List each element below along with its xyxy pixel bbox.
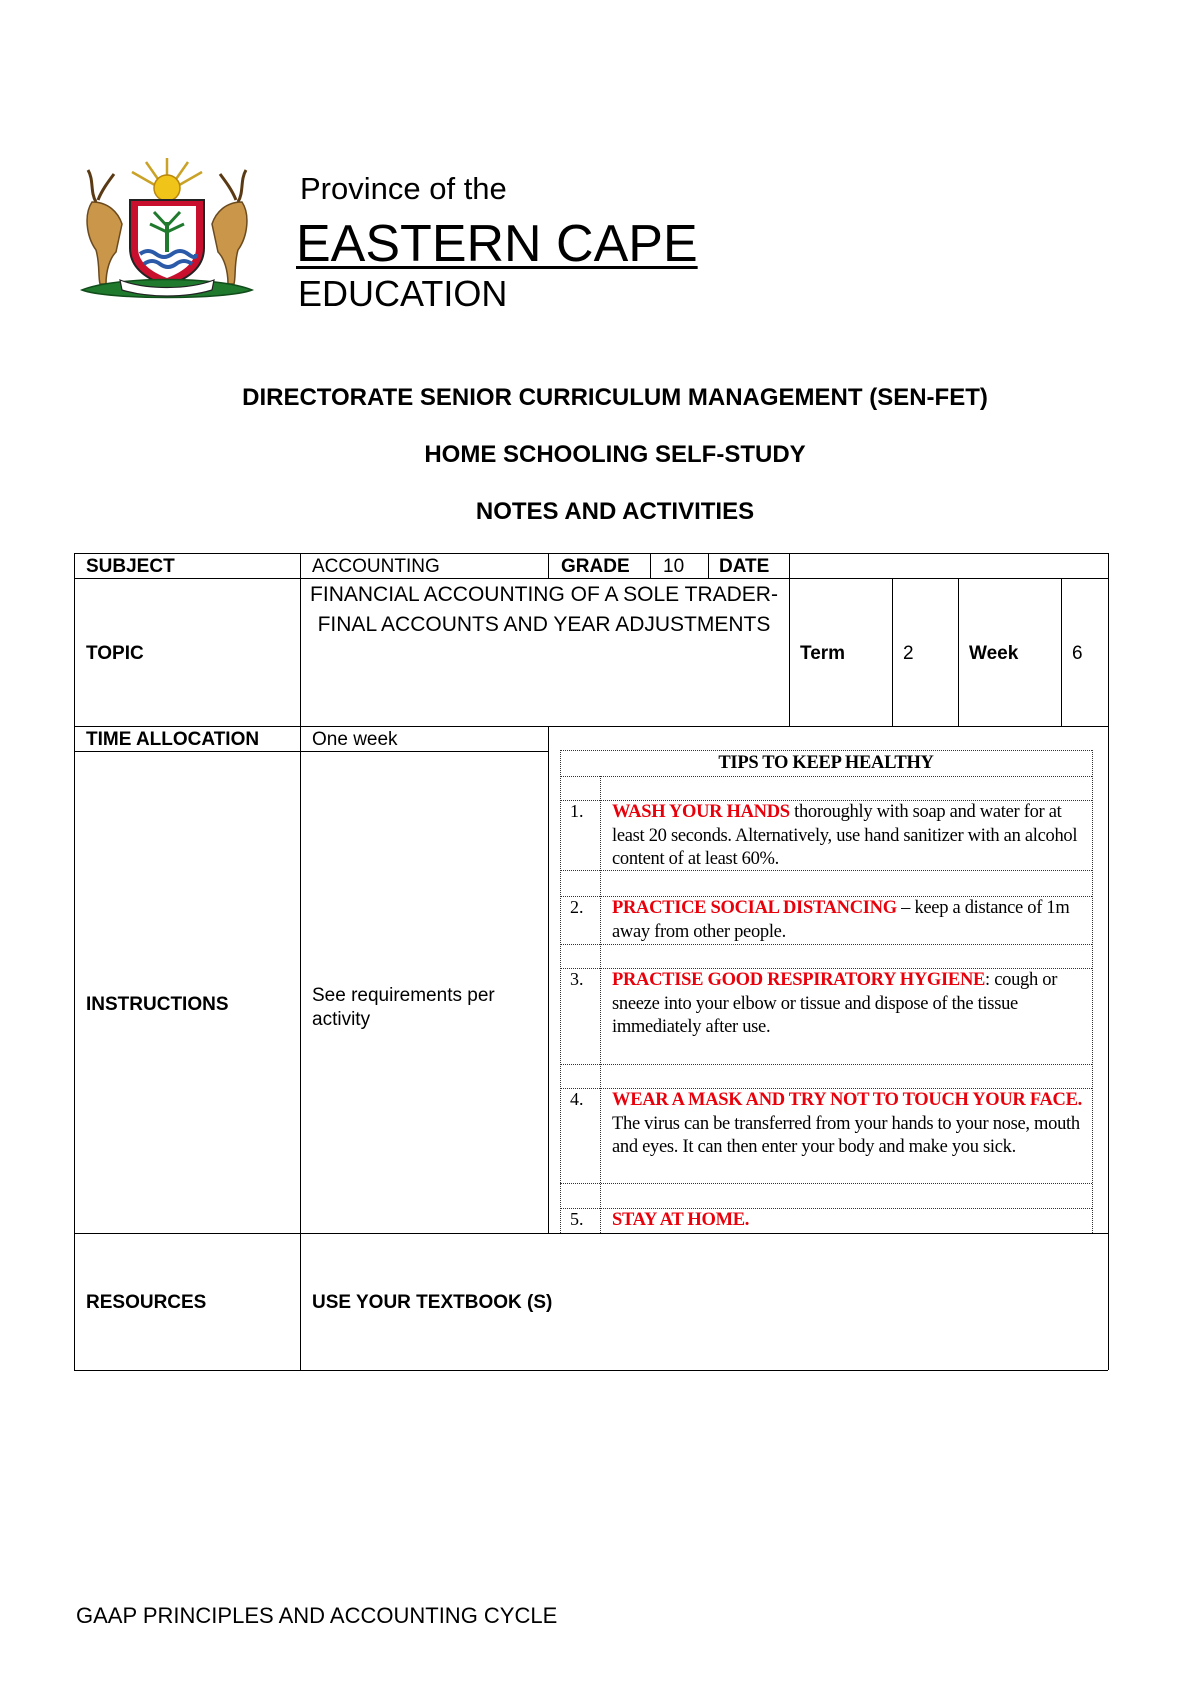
tip-number: 4. bbox=[570, 1089, 584, 1109]
topic-value: FINANCIAL ACCOUNTING OF A SOLE TRADER- FINAL ACCOUNTS AND YEAR ADJUSTMENTS bbox=[310, 583, 778, 636]
province-name: EASTERN CAPE bbox=[296, 215, 698, 273]
tip-highlight: WASH YOUR HANDS bbox=[612, 802, 790, 822]
programme-heading: HOME SCHOOLING SELF-STUDY bbox=[424, 441, 806, 468]
tips-title: TIPS TO KEEP HEALTHY bbox=[718, 753, 934, 773]
tip-number: 2. bbox=[570, 897, 584, 917]
date-label: DATE bbox=[719, 556, 770, 577]
tip-number: 3. bbox=[570, 969, 584, 989]
coat-of-arms-icon bbox=[76, 152, 258, 302]
instructions-value: See requirements per activity bbox=[312, 985, 495, 1030]
province-line: Province of the bbox=[300, 171, 507, 206]
tip-detail: thoroughly with soap and water for at least 20 seconds. Alternatively, use hand sanitizer with an alcohol content of at least 60%. bbox=[612, 802, 1078, 869]
tip-item bbox=[612, 1209, 1086, 1233]
tip-highlight: PRACTISE GOOD RESPIRATORY HYGIENE bbox=[612, 970, 986, 990]
tip-detail: – keep a distance of 1m away from other people. bbox=[612, 898, 1070, 942]
resources-value: USE YOUR TEXTBOOK (S) bbox=[312, 1292, 553, 1313]
week-value: 6 bbox=[1072, 643, 1083, 664]
department-name: EDUCATION bbox=[298, 273, 508, 314]
grade-label: GRADE bbox=[561, 556, 630, 577]
directorate-heading: DIRECTORATE SENIOR CURRICULUM MANAGEMENT (SEN-FET) bbox=[242, 384, 988, 411]
tip-highlight: WEAR A MASK AND TRY NOT TO TOUCH YOUR FACE. bbox=[612, 1090, 1082, 1110]
section-title: GAAP PRINCIPLES AND ACCOUNTING CYCLE bbox=[76, 1603, 558, 1628]
grade-value: 10 bbox=[663, 556, 685, 577]
tip-highlight: STAY AT HOME. bbox=[612, 1210, 750, 1230]
term-label: Term bbox=[800, 643, 846, 664]
topic-label: TOPIC bbox=[86, 643, 144, 664]
tip-detail: : cough or sneeze into your elbow or tissue and dispose of the tissue immediately after use. bbox=[612, 970, 1058, 1037]
time-allocation-value: One week bbox=[312, 729, 398, 750]
document-type-heading: NOTES AND ACTIVITIES bbox=[475, 498, 755, 525]
resources-label: RESOURCES bbox=[86, 1292, 207, 1313]
tip-detail: The virus can be transferred from your hands to your nose, mouth and eyes. It can then enter your body and make you sick. bbox=[612, 1113, 1080, 1157]
tip-item bbox=[612, 1089, 1086, 1160]
subject-label: SUBJECT bbox=[86, 556, 175, 577]
term-value: 2 bbox=[903, 643, 914, 664]
time-allocation-label: TIME ALLOCATION bbox=[86, 729, 260, 750]
subject-value: ACCOUNTING bbox=[312, 556, 440, 577]
tip-item bbox=[612, 897, 1086, 944]
tip-highlight: PRACTICE SOCIAL DISTANCING bbox=[612, 898, 897, 918]
tip-item bbox=[612, 801, 1086, 872]
tip-item bbox=[612, 969, 1086, 1040]
week-label: Week bbox=[969, 643, 1019, 664]
tip-number: 1. bbox=[570, 801, 584, 821]
tip-number: 5. bbox=[570, 1209, 584, 1229]
instructions-label: INSTRUCTIONS bbox=[86, 994, 229, 1015]
